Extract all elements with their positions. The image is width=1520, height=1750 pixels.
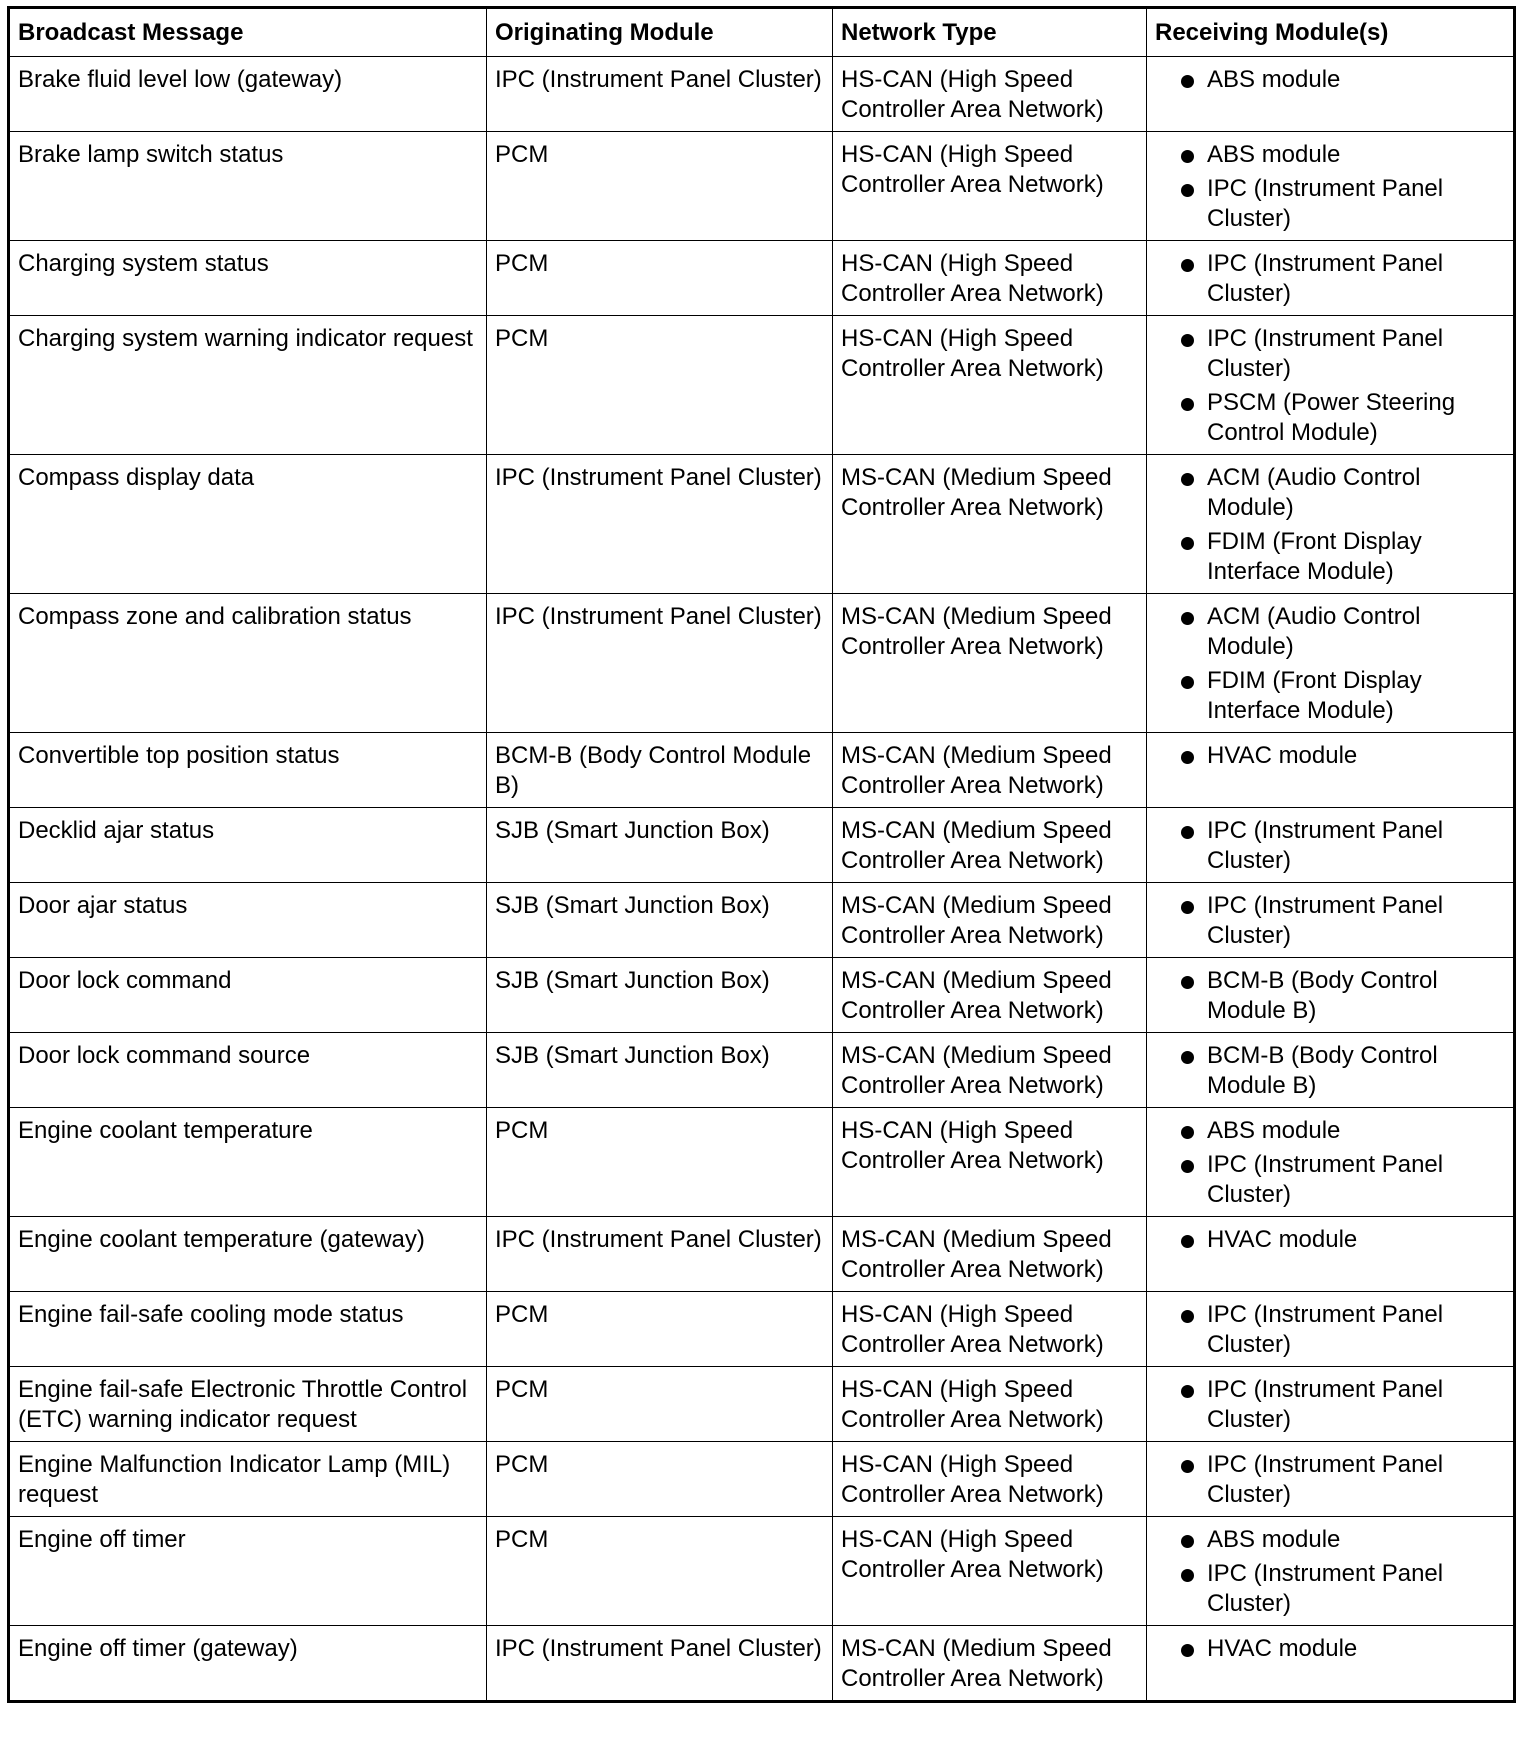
network-type-cell: HS-CAN (High Speed Controller Area Network) (833, 1442, 1147, 1517)
bullet-icon (1181, 75, 1194, 88)
receiving-modules-list (1155, 1634, 1505, 1664)
originating-module-cell: PCM (487, 1292, 833, 1367)
bullet-icon (1181, 1385, 1194, 1398)
receiving-module-item (1155, 1375, 1505, 1435)
receiving-module-label: PSCM (Power Steering Control Module) (1207, 389, 1456, 446)
receiving-modules-list (1155, 966, 1505, 1026)
bullet-icon (1181, 1569, 1194, 1582)
receiving-modules-cell (1147, 883, 1515, 958)
receiving-module-item (1155, 1634, 1505, 1664)
broadcast-message-cell: Door lock command source (9, 1033, 487, 1108)
network-type-cell: HS-CAN (High Speed Controller Area Network) (833, 241, 1147, 316)
receiving-module-label: IPC (Instrument Panel Cluster) (1207, 892, 1444, 949)
receiving-module-item (1155, 249, 1505, 309)
receiving-modules-cell (1147, 57, 1515, 132)
originating-module-cell: PCM (487, 1442, 833, 1517)
receiving-module-item (1155, 666, 1505, 726)
table-row (9, 1108, 1515, 1217)
broadcast-message-cell: Convertible top position status (9, 733, 487, 808)
table-row (9, 1517, 1515, 1626)
originating-module-cell: PCM (487, 132, 833, 241)
network-type-cell: HS-CAN (High Speed Controller Area Network) (833, 1367, 1147, 1442)
broadcast-message-cell: Brake fluid level low (gateway) (9, 57, 487, 132)
network-type-cell: MS-CAN (Medium Speed Controller Area Network) (833, 808, 1147, 883)
bullet-icon (1181, 1126, 1194, 1139)
receiving-modules-cell (1147, 241, 1515, 316)
broadcast-message-cell: Engine fail-safe Electronic Throttle Control (ETC) warning indicator request (9, 1367, 487, 1442)
originating-module-cell: IPC (Instrument Panel Cluster) (487, 1626, 833, 1702)
table-row (9, 594, 1515, 733)
broadcast-message-cell: Compass zone and calibration status (9, 594, 487, 733)
receiving-modules-list (1155, 65, 1505, 95)
receiving-module-item (1155, 463, 1505, 523)
broadcast-message-cell: Compass display data (9, 455, 487, 594)
bullet-icon (1181, 1460, 1194, 1473)
bullet-icon (1181, 537, 1194, 550)
receiving-modules-cell (1147, 958, 1515, 1033)
network-type-cell: MS-CAN (Medium Speed Controller Area Network) (833, 1626, 1147, 1702)
receiving-modules-cell (1147, 1292, 1515, 1367)
bullet-icon (1181, 184, 1194, 197)
receiving-module-item (1155, 602, 1505, 662)
receiving-module-label: ABS module (1207, 1117, 1341, 1144)
table-row (9, 958, 1515, 1033)
receiving-modules-list (1155, 1450, 1505, 1510)
receiving-module-label: ABS module (1207, 1526, 1341, 1553)
receiving-modules-cell (1147, 808, 1515, 883)
table-row (9, 808, 1515, 883)
table-row (9, 1292, 1515, 1367)
receiving-module-label: BCM-B (Body Control Module B) (1207, 1042, 1438, 1099)
network-type-cell: HS-CAN (High Speed Controller Area Network) (833, 316, 1147, 455)
network-type-cell: HS-CAN (High Speed Controller Area Network) (833, 1108, 1147, 1217)
receiving-modules-cell (1147, 1033, 1515, 1108)
receiving-modules-cell (1147, 1367, 1515, 1442)
network-type-cell: MS-CAN (Medium Speed Controller Area Network) (833, 958, 1147, 1033)
receiving-module-label: IPC (Instrument Panel Cluster) (1207, 1151, 1444, 1208)
receiving-module-item (1155, 65, 1505, 95)
bullet-icon (1181, 1160, 1194, 1173)
bullet-icon (1181, 676, 1194, 689)
table-row (9, 1442, 1515, 1517)
receiving-module-label: HVAC module (1207, 1226, 1358, 1253)
table-row (9, 733, 1515, 808)
table-row (9, 316, 1515, 455)
receiving-module-item (1155, 1041, 1505, 1101)
network-type-cell: MS-CAN (Medium Speed Controller Area Network) (833, 883, 1147, 958)
broadcast-message-cell: Engine off timer (gateway) (9, 1626, 487, 1702)
receiving-module-item (1155, 1225, 1505, 1255)
originating-module-cell: SJB (Smart Junction Box) (487, 1033, 833, 1108)
receiving-modules-cell (1147, 132, 1515, 241)
bullet-icon (1181, 976, 1194, 989)
network-type-cell: MS-CAN (Medium Speed Controller Area Network) (833, 733, 1147, 808)
receiving-module-label: ABS module (1207, 141, 1341, 168)
receiving-module-item (1155, 388, 1505, 448)
receiving-module-label: IPC (Instrument Panel Cluster) (1207, 817, 1444, 874)
receiving-modules-cell (1147, 1517, 1515, 1626)
network-type-cell: MS-CAN (Medium Speed Controller Area Network) (833, 1217, 1147, 1292)
table-row (9, 1367, 1515, 1442)
table-row (9, 455, 1515, 594)
receiving-module-item (1155, 140, 1505, 170)
originating-module-cell: PCM (487, 316, 833, 455)
header-network-type: Network Type (833, 8, 1147, 57)
originating-module-cell: PCM (487, 241, 833, 316)
bullet-icon (1181, 473, 1194, 486)
receiving-modules-list (1155, 1300, 1505, 1360)
receiving-module-label: IPC (Instrument Panel Cluster) (1207, 1376, 1444, 1433)
table-body (9, 57, 1515, 1702)
receiving-module-label: ABS module (1207, 66, 1341, 93)
receiving-modules-list (1155, 602, 1505, 726)
bullet-icon (1181, 1235, 1194, 1248)
receiving-module-item (1155, 174, 1505, 234)
receiving-module-label: ACM (Audio Control Module) (1207, 603, 1421, 660)
receiving-modules-cell (1147, 1108, 1515, 1217)
receiving-modules-list (1155, 741, 1505, 771)
receiving-module-item (1155, 966, 1505, 1026)
broadcast-message-cell: Engine coolant temperature (gateway) (9, 1217, 487, 1292)
bullet-icon (1181, 259, 1194, 272)
bullet-icon (1181, 1310, 1194, 1323)
receiving-module-item (1155, 1116, 1505, 1146)
table-row (9, 132, 1515, 241)
receiving-module-item (1155, 816, 1505, 876)
receiving-modules-list (1155, 1041, 1505, 1101)
bullet-icon (1181, 612, 1194, 625)
originating-module-cell: SJB (Smart Junction Box) (487, 958, 833, 1033)
header-originating-module: Originating Module (487, 8, 833, 57)
receiving-module-label: FDIM (Front Display Interface Module) (1207, 528, 1422, 585)
network-type-cell: HS-CAN (High Speed Controller Area Network) (833, 1292, 1147, 1367)
broadcast-message-cell: Door lock command (9, 958, 487, 1033)
broadcast-message-cell: Engine off timer (9, 1517, 487, 1626)
originating-module-cell: IPC (Instrument Panel Cluster) (487, 455, 833, 594)
receiving-modules-cell (1147, 1442, 1515, 1517)
bullet-icon (1181, 826, 1194, 839)
receiving-modules-list (1155, 891, 1505, 951)
table-row (9, 57, 1515, 132)
originating-module-cell: IPC (Instrument Panel Cluster) (487, 1217, 833, 1292)
receiving-modules-list (1155, 140, 1505, 234)
broadcast-message-cell: Engine coolant temperature (9, 1108, 487, 1217)
receiving-modules-cell (1147, 455, 1515, 594)
receiving-module-label: BCM-B (Body Control Module B) (1207, 967, 1438, 1024)
broadcast-message-cell: Door ajar status (9, 883, 487, 958)
bullet-icon (1181, 1535, 1194, 1548)
table-row (9, 241, 1515, 316)
header-row (9, 8, 1515, 57)
receiving-modules-list (1155, 1116, 1505, 1210)
broadcast-message-cell: Charging system warning indicator request (9, 316, 487, 455)
table-row (9, 883, 1515, 958)
receiving-modules-list (1155, 463, 1505, 587)
receiving-modules-cell (1147, 316, 1515, 455)
receiving-module-item (1155, 324, 1505, 384)
network-type-cell: MS-CAN (Medium Speed Controller Area Network) (833, 1033, 1147, 1108)
receiving-modules-list (1155, 1525, 1505, 1619)
network-type-cell: HS-CAN (High Speed Controller Area Network) (833, 132, 1147, 241)
broadcast-message-table (7, 6, 1516, 1703)
header-broadcast-message: Broadcast Message (9, 8, 487, 57)
receiving-module-item (1155, 1150, 1505, 1210)
receiving-module-item (1155, 1450, 1505, 1510)
receiving-module-label: FDIM (Front Display Interface Module) (1207, 667, 1422, 724)
receiving-module-label: HVAC module (1207, 742, 1358, 769)
originating-module-cell: SJB (Smart Junction Box) (487, 883, 833, 958)
broadcast-message-cell: Decklid ajar status (9, 808, 487, 883)
receiving-modules-list (1155, 1225, 1505, 1255)
bullet-icon (1181, 398, 1194, 411)
receiving-module-item (1155, 1300, 1505, 1360)
originating-module-cell: BCM-B (Body Control Module B) (487, 733, 833, 808)
bullet-icon (1181, 901, 1194, 914)
table-header (9, 8, 1515, 57)
bullet-icon (1181, 1051, 1194, 1064)
originating-module-cell: SJB (Smart Junction Box) (487, 808, 833, 883)
broadcast-message-cell: Brake lamp switch status (9, 132, 487, 241)
receiving-module-label: IPC (Instrument Panel Cluster) (1207, 325, 1444, 382)
receiving-module-item (1155, 741, 1505, 771)
originating-module-cell: IPC (Instrument Panel Cluster) (487, 57, 833, 132)
table-row (9, 1033, 1515, 1108)
receiving-modules-cell (1147, 1626, 1515, 1702)
receiving-modules-list (1155, 1375, 1505, 1435)
originating-module-cell: PCM (487, 1367, 833, 1442)
originating-module-cell: PCM (487, 1108, 833, 1217)
originating-module-cell: IPC (Instrument Panel Cluster) (487, 594, 833, 733)
receiving-modules-cell (1147, 733, 1515, 808)
bullet-icon (1181, 1644, 1194, 1657)
receiving-module-label: IPC (Instrument Panel Cluster) (1207, 1560, 1444, 1617)
receiving-module-item (1155, 1525, 1505, 1555)
receiving-module-item (1155, 527, 1505, 587)
header-receiving-modules: Receiving Module(s) (1147, 8, 1515, 57)
receiving-module-item (1155, 1559, 1505, 1619)
broadcast-message-cell: Charging system status (9, 241, 487, 316)
bullet-icon (1181, 150, 1194, 163)
table-row (9, 1626, 1515, 1702)
receiving-module-label: HVAC module (1207, 1635, 1358, 1662)
bullet-icon (1181, 751, 1194, 764)
originating-module-cell: PCM (487, 1517, 833, 1626)
receiving-module-item (1155, 891, 1505, 951)
receiving-modules-cell (1147, 594, 1515, 733)
receiving-module-label: IPC (Instrument Panel Cluster) (1207, 175, 1444, 232)
network-type-cell: HS-CAN (High Speed Controller Area Network) (833, 57, 1147, 132)
broadcast-message-cell: Engine Malfunction Indicator Lamp (MIL) request (9, 1442, 487, 1517)
network-type-cell: MS-CAN (Medium Speed Controller Area Network) (833, 594, 1147, 733)
bullet-icon (1181, 334, 1194, 347)
network-type-cell: MS-CAN (Medium Speed Controller Area Network) (833, 455, 1147, 594)
broadcast-message-cell: Engine fail-safe cooling mode status (9, 1292, 487, 1367)
receiving-module-label: IPC (Instrument Panel Cluster) (1207, 250, 1444, 307)
receiving-modules-cell (1147, 1217, 1515, 1292)
receiving-modules-list (1155, 816, 1505, 876)
receiving-modules-list (1155, 249, 1505, 309)
receiving-modules-list (1155, 324, 1505, 448)
receiving-module-label: ACM (Audio Control Module) (1207, 464, 1421, 521)
table-row (9, 1217, 1515, 1292)
receiving-module-label: IPC (Instrument Panel Cluster) (1207, 1301, 1444, 1358)
network-type-cell: HS-CAN (High Speed Controller Area Network) (833, 1517, 1147, 1626)
receiving-module-label: IPC (Instrument Panel Cluster) (1207, 1451, 1444, 1508)
